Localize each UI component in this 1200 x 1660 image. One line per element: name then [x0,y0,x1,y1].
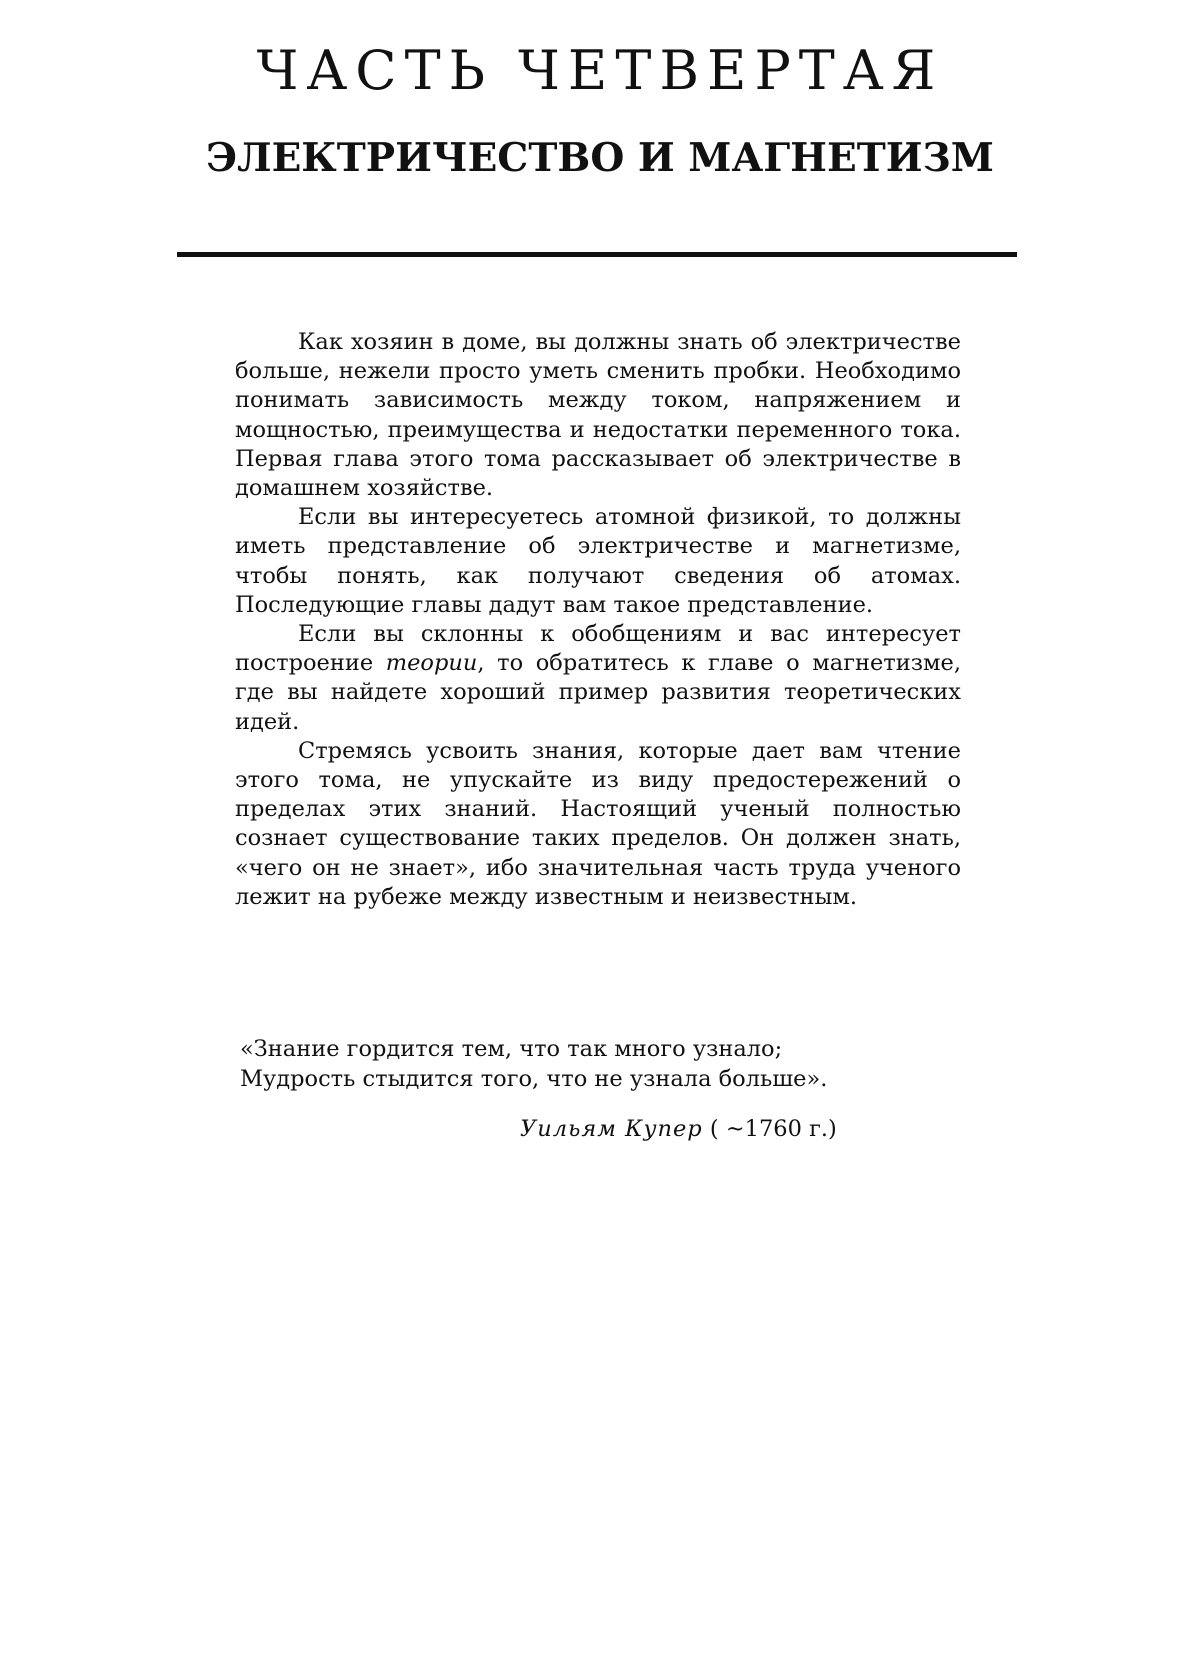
part-subtitle: ЭЛЕКТРИЧЕСТВО И МАГНЕТИЗМ [206,135,994,181]
epigraph-attribution [520,1114,960,1144]
horizontal-rule [177,252,1017,257]
epigraph-line-2: Мудрость стыдится того, что не узнала больше». [240,1066,828,1092]
introduction-text [235,328,961,912]
paragraph-1: Как хозяин в доме, вы должны знать об электричестве больше, нежели просто уметь сменить пробки. Необходимо понимать зависимость между током, напряжением и мощностью, преимущества и недостатки переменного тока. Первая глава этого тома рассказывает об электричестве в домашнем хозяйстве. [235,329,961,502]
epigraph-line-1: «Знание гордится тем, что так много узнало; [240,1036,783,1062]
paragraph-3-emphasis: теории [385,650,478,677]
paragraph-2: Если вы интересуетесь атомной физикой, то должны иметь представление об электричестве и магнетизме, чтобы понять, как получают сведения об атомах. Последующие главы дадут вам такое представление. [235,504,961,618]
paragraph-3-end: , то обратитесь к главе о магнетизме, где вы найдете хороший пример развития теоретических идей. [235,650,961,735]
paragraph-3 [235,620,961,737]
epigraph-date: ( ~1760 г.) [709,1116,837,1142]
epigraph [240,1034,970,1094]
part-title: ЧАСТЬ ЧЕТВЕРТАЯ [256,39,944,102]
paragraph-3-start: Если вы склонны к обобщениям и вас интересует построение [235,621,961,677]
epigraph-author: Уильям Купер [520,1116,703,1142]
paragraph-4: Стремясь усвоить знания, которые дает вам чтение этого тома, не упускайте из виду предостережений о пределах этих знаний. Настоящий ученый полностью сознает существование таких пределов. Он должен знать, «чего он не знает», ибо значительная часть труда ученого лежит на рубеже между известным и неизвестным. [235,737,961,910]
